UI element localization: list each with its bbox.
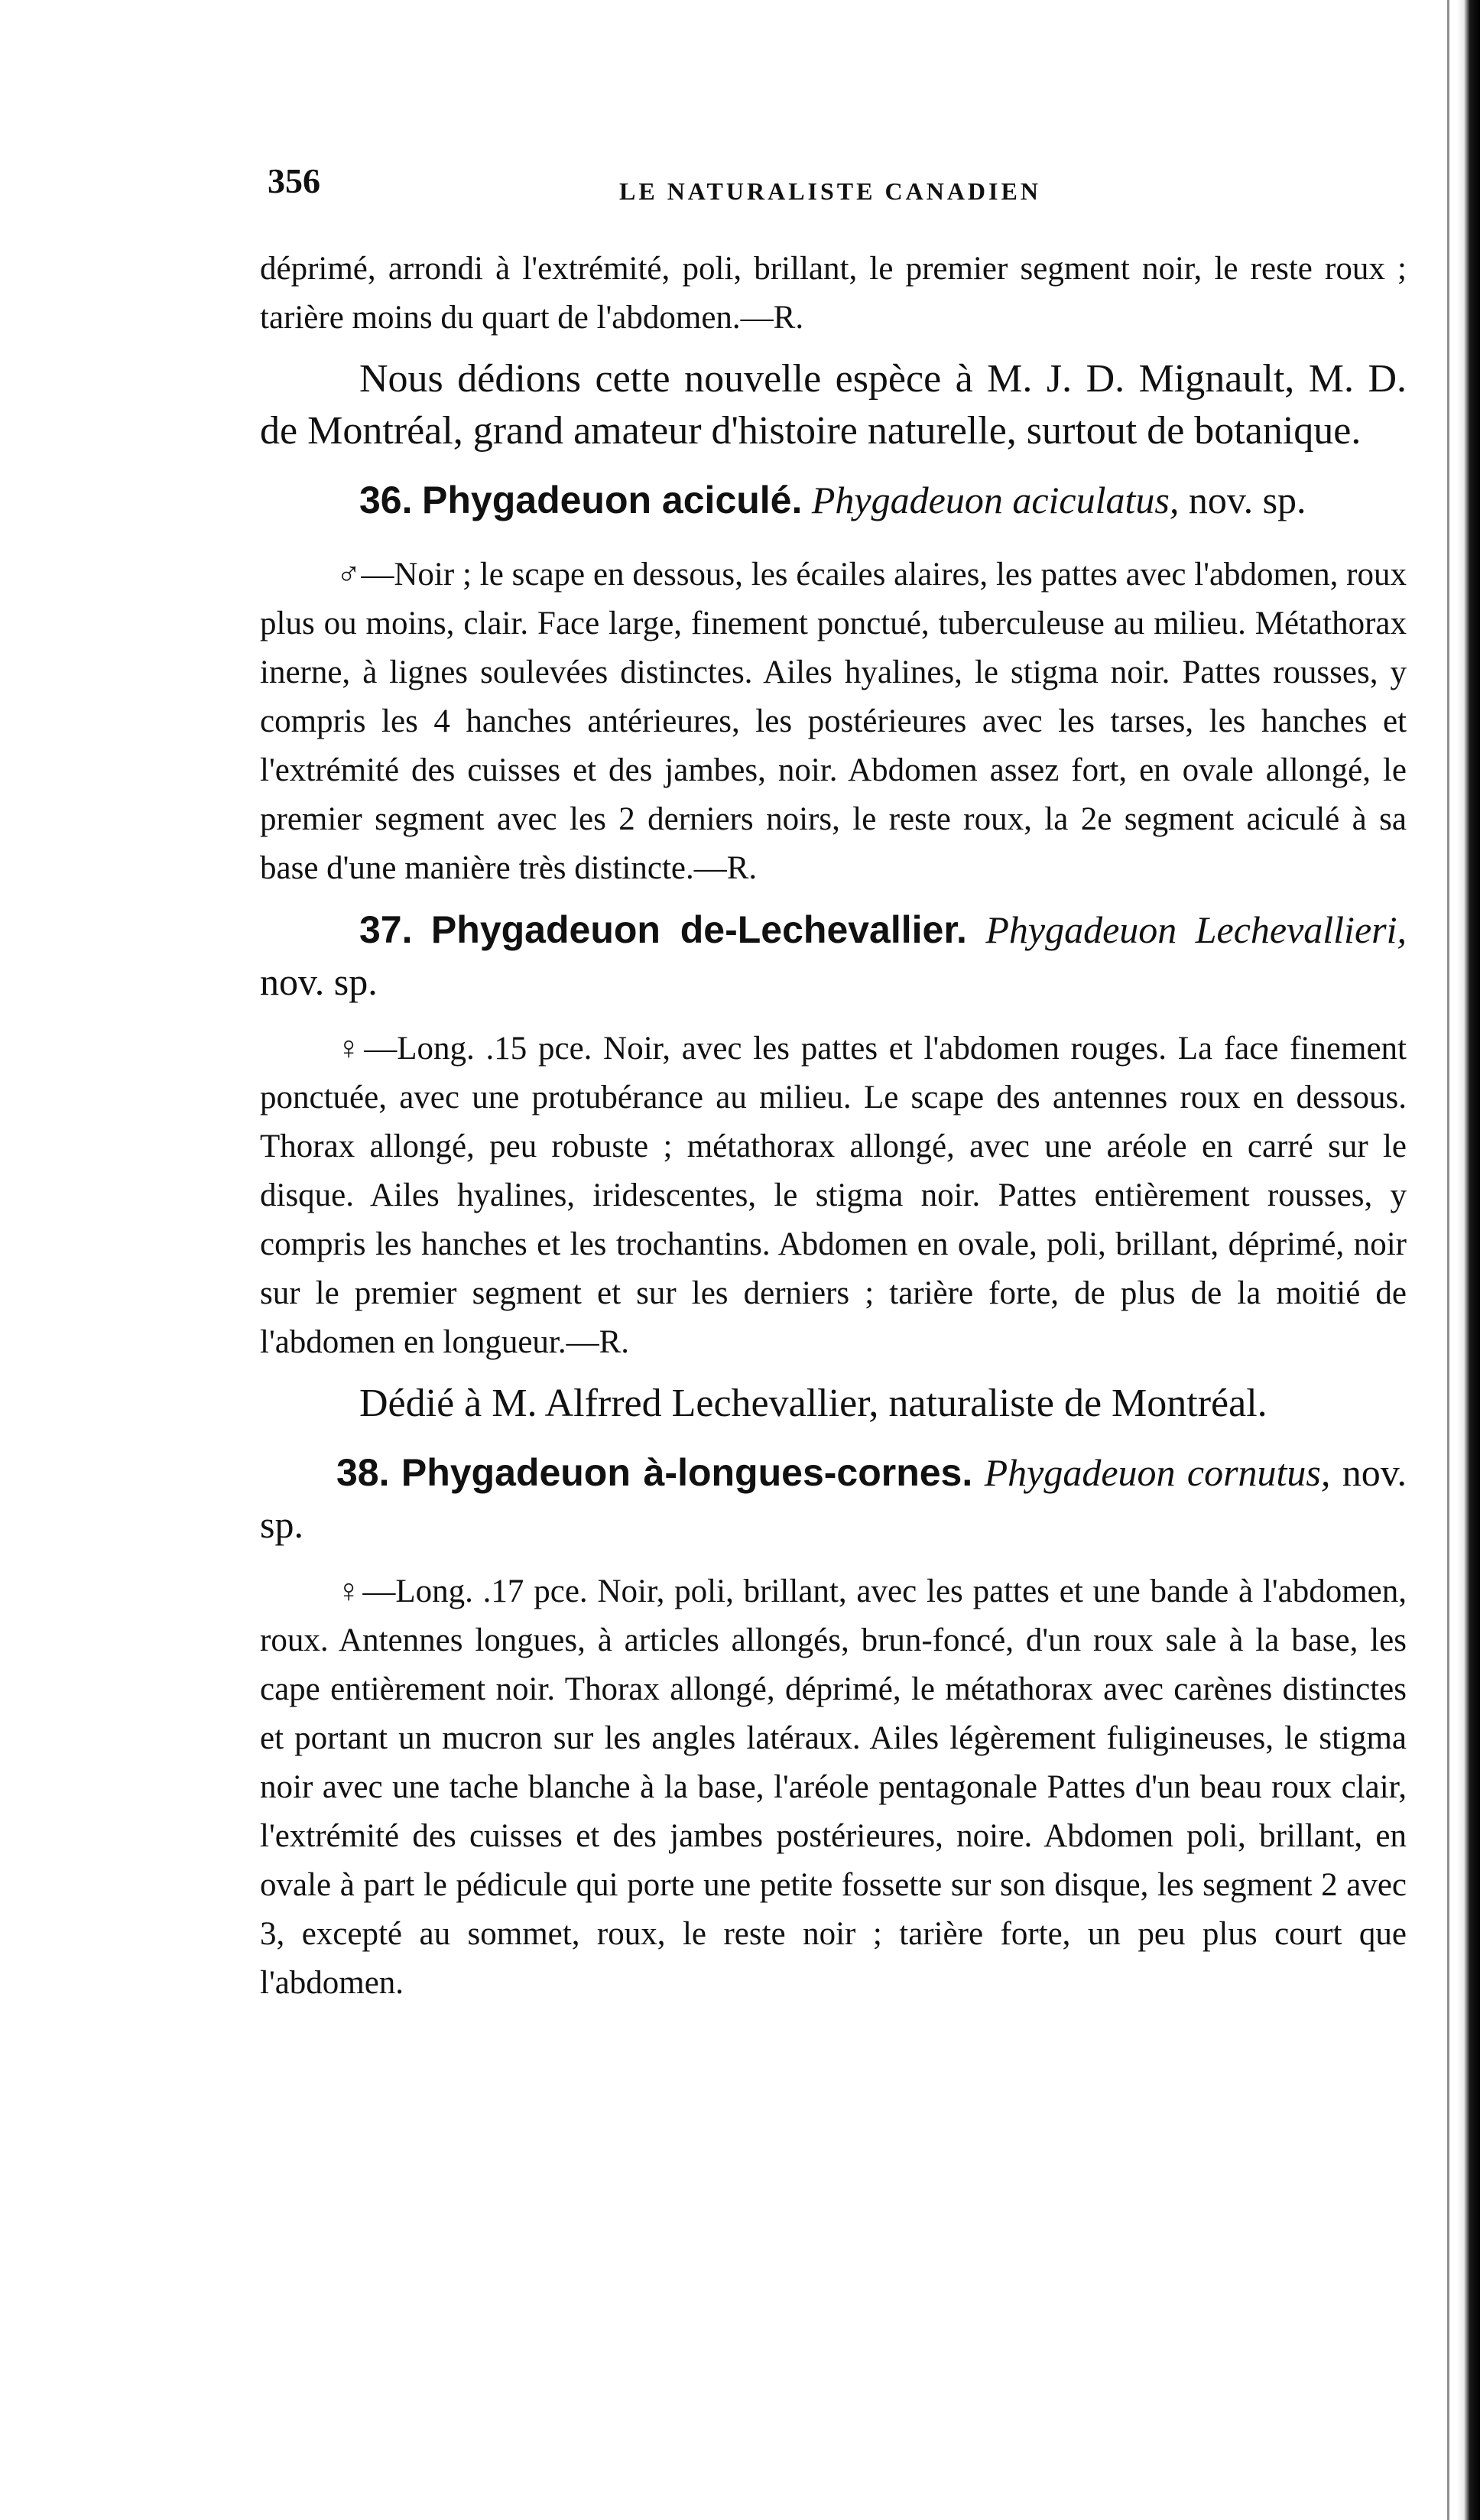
species-number: 36. — [359, 479, 413, 521]
species-suffix: nov. sp. — [1188, 479, 1306, 521]
paragraph-dedication-lechevallier: Dédié à M. Alfrred Lechevallier, naturaliste de Montréal. — [359, 1382, 1267, 1425]
species-latin-name: Phygadeuon aciculatus, — [811, 479, 1180, 521]
species-heading-38 — [260, 1447, 1407, 1551]
species-common-name: Phygadeuon de-Lechevallier. — [430, 908, 967, 951]
paragraph-continuation: déprimé, arrondi à l'extrémité, poli, brillant, le premier segment noir, le reste roux ; tarière moins du quart de l'abdomen.—R. — [260, 251, 1407, 336]
page-number: 356 — [268, 161, 320, 200]
species-common-name: Phygadeuon aciculé. — [422, 479, 803, 521]
species-common-name: Phygadeuon à-longues-cornes. — [401, 1451, 973, 1494]
page-binding-edge — [1457, 0, 1480, 2520]
species-latin-name: Phygadeuon cornutus, — [984, 1451, 1331, 1494]
running-head: LE NATURALISTE CANADIEN — [619, 177, 1041, 205]
binding-shadow-line — [1447, 0, 1449, 2520]
species-heading-37 — [260, 904, 1407, 1008]
description-38: ♀—Long. .17 pce. Noir, poli, brillant, avec les pattes et une bande à l'abdomen, roux. Antennes longues, à articles allongés, brun-foncé, d'un roux sale à la base, les cape entièrement noir. Thorax allongé, déprimé, le métathorax avec carènes distinctes et portant un mucron sur les angles latéraux. Ailes légèrement fuligineuses, le stigma noir avec une tache blanche à la base, l'aréole pentagonale Pattes d'un beau roux clair, l'extrémité des cuisses et des jambes postérieures, noire. Abdomen poli, brillant, en ovale à part le pédicule qui porte une petite fossette sur son disque, les segment 2 avec 3, excepté au sommet, roux, le reste noir ; tarière forte, un peu plus court que l'abdomen. — [260, 1573, 1407, 2001]
description-37: ♀—Long. .15 pce. Noir, avec les pattes et l'abdomen rouges. La face finement ponctuée, avec une protubérance au milieu. Le scape des antennes roux en dessous. Thorax allongé, peu robuste ; métathorax allongé, avec une aréole en carré sur le disque. Ailes hyalines, iridescentes, le stigma noir. Pattes entièrement rousses, y compris les hanches et les trochantins. Abdomen en ovale, poli, brillant, déprimé, noir sur le premier segment et sur les derniers ; tarière forte, de plus de la moitié de l'abdomen en longueur.—R. — [260, 1031, 1407, 1360]
species-number: 37. — [359, 908, 413, 951]
text-column — [260, 245, 1407, 2008]
species-suffix: nov. sp. — [260, 960, 378, 1003]
paragraph-dedication-mignault: Nous dédions cette nouvelle espèce à M. J. D. Mignault, M. D. de Montréal, grand amateur d'histoire naturelle, surtout de botanique. — [260, 357, 1407, 453]
species-number: 38. — [336, 1451, 390, 1494]
species-latin-name: Phygadeuon Lechevallieri, — [985, 908, 1407, 951]
species-heading-36 — [260, 474, 1407, 526]
page-header — [268, 161, 1108, 214]
species-suffix: nov. sp. — [260, 1451, 1407, 1546]
description-36: ♂—Noir ; le scape en dessous, les écailes alaires, les pattes avec l'abdomen, roux plus ou moins, clair. Face large, finement ponctué, tuberculeuse au milieu. Métathorax inerne, à lignes soulevées distinctes. Ailes hyalines, le stigma noir. Pattes rousses, y compris les 4 hanches antérieures, les postérieures avec les tarses, les hanches et l'extrémité des cuisses et des jambes, noir. Abdomen assez fort, en ovale allongé, le premier segment avec les 2 derniers noirs, le reste roux, la 2e segment aciculé à sa base d'une manière très distincte.—R. — [260, 557, 1407, 886]
